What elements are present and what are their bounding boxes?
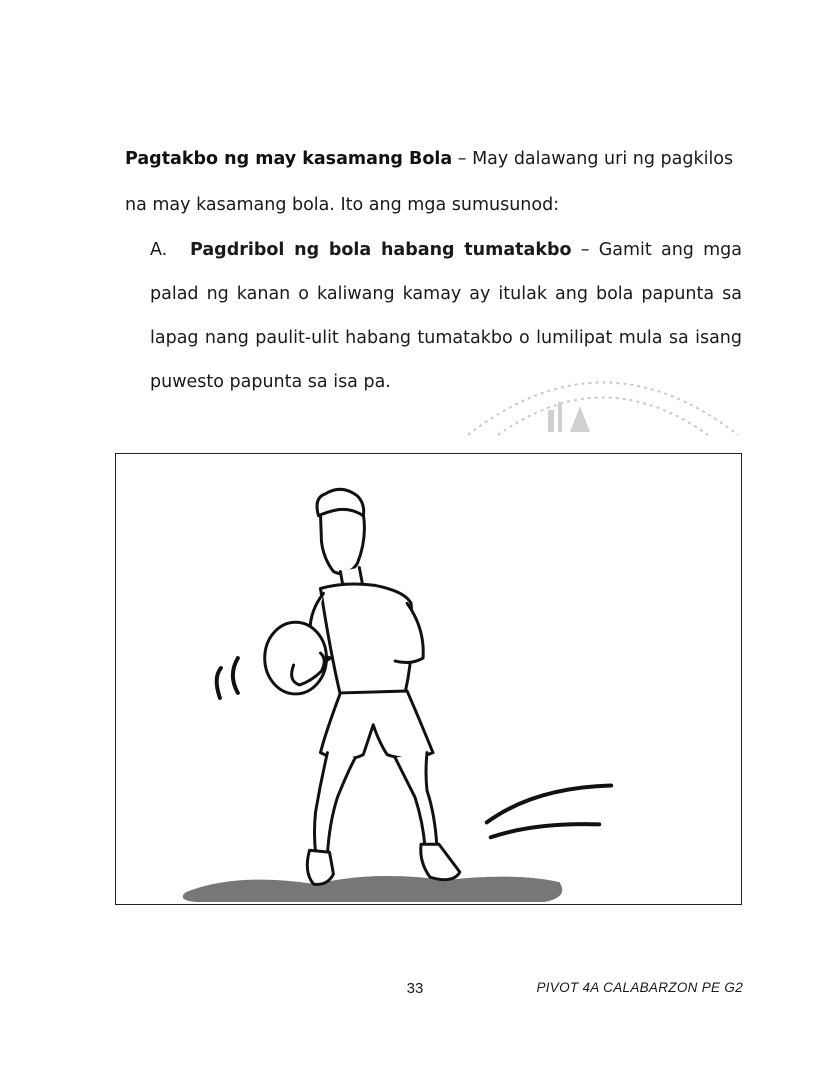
ball-motion-lines: [217, 658, 238, 698]
intro-term: Pagtakbo ng may kasamang Bola: [125, 149, 453, 169]
illustration-frame: [115, 453, 742, 905]
boy-figure: [306, 489, 460, 884]
intro-paragraph: [125, 136, 745, 228]
footer-label: PIVOT 4A CALABARZON PE G2: [536, 980, 743, 995]
boy-dribbling-ball-illustration: [116, 454, 741, 904]
page-number: 33: [406, 980, 424, 997]
list-item-a: [150, 228, 742, 404]
ground-shadow: [183, 876, 563, 902]
list-marker: A.: [150, 240, 168, 260]
bounce-motion-lines: [487, 786, 611, 838]
list-term: Pagdribol ng bola habang tumatakbo: [190, 240, 572, 260]
intro-text: – May dalawang uri ng pagkilos na may kasamang bola. Ito ang mga sumusunod:: [125, 149, 734, 215]
list-text: – Gamit ang mga palad ng kanan o kaliwang kamay ay itulak ang bola papunta sa lapag nang paulit-ulit habang tumatakbo o lumilipat mula sa isang puwesto papunta sa isa pa.: [150, 240, 742, 392]
